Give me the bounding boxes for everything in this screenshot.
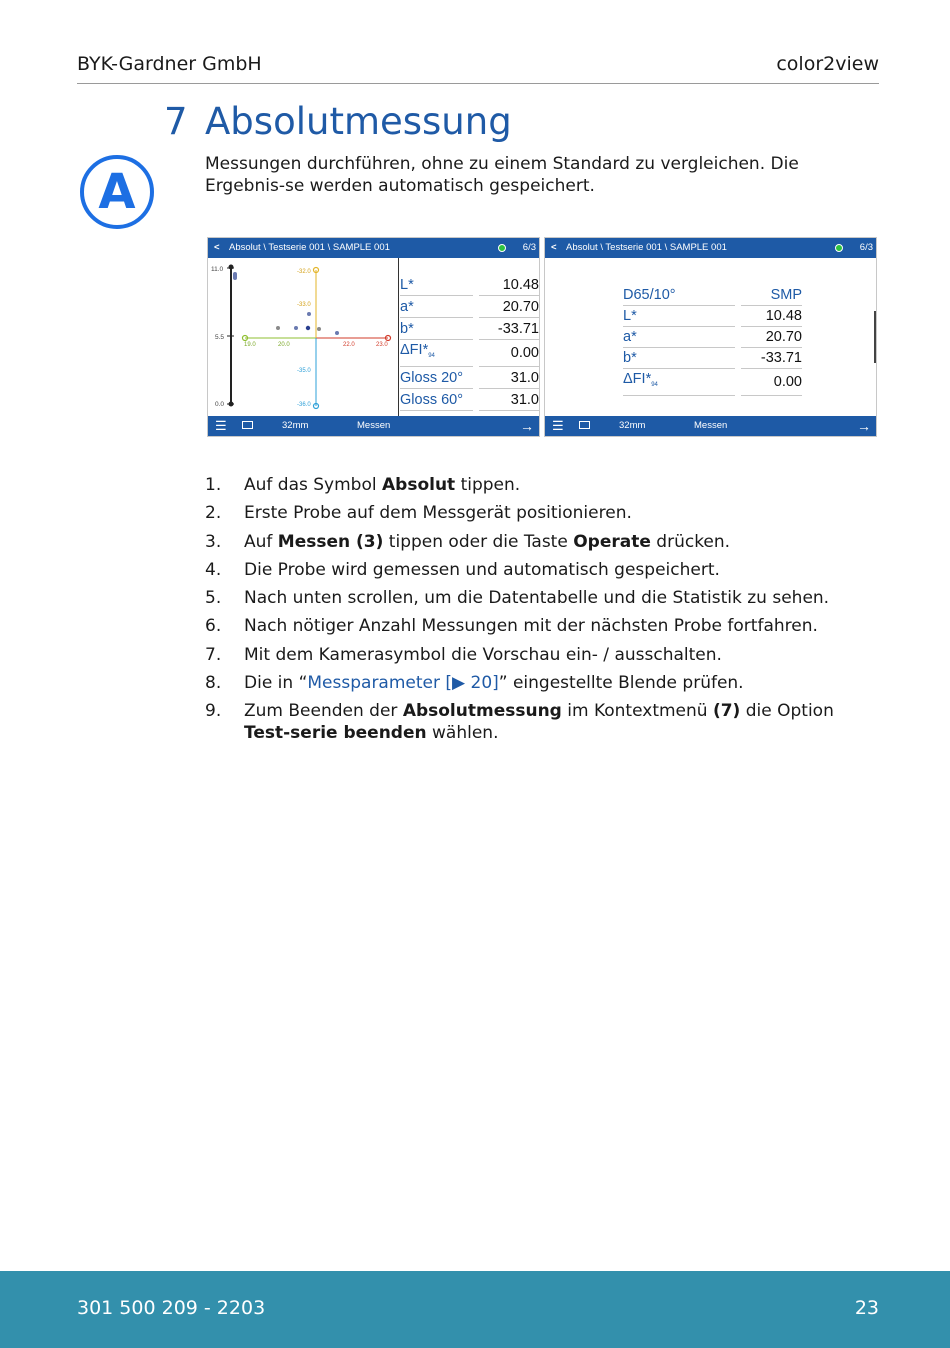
row-value: 0.00 [479,340,539,367]
menu-icon[interactable]: ☰ [215,418,227,433]
measure-button[interactable]: Messen [357,420,391,431]
l-sample-marker [233,272,237,280]
step-text: Auf [244,531,278,552]
step-emphasis: (7) [712,701,741,722]
step-item [205,644,885,666]
table-row [623,369,802,396]
step-number: 5. [205,588,222,609]
column-header-smp: SMP [741,285,802,306]
step-number: 8. [205,673,222,694]
cross-reference-link[interactable]: 20] [465,673,499,694]
instruction-steps [205,474,885,751]
row-label: Gloss 20° [400,367,473,389]
page-header-product: color2view [776,53,879,75]
l-marker [229,265,234,270]
step-text: Erste Probe auf dem Messgerät positionieren. [244,503,632,524]
step-item [205,615,885,637]
arrow-right-icon[interactable]: → [857,418,871,434]
step-number: 2. [205,503,222,524]
row-label: L* [400,274,473,296]
row-value: 20.70 [479,296,539,318]
step-item [205,531,885,553]
camera-icon[interactable] [579,421,590,429]
step-number: 6. [205,616,222,637]
row-value: 31.0 [479,367,539,389]
intro-text: Messungen durchführen, ohne zu einem Standard zu vergleichen. Die Ergebnis-se werden automatisch gespeichert. [205,154,799,196]
step-text: Nach unten scrollen, um die Datentabelle und die Statistik zu sehen. [244,588,830,609]
sample-point [306,326,310,330]
row-value: -33.71 [479,318,539,340]
row-label: b* [400,318,473,340]
device-screen-table [544,237,877,437]
results-table [623,285,802,396]
cross-reference-link[interactable]: Messparameter [ [307,673,453,694]
row-label-subscript: 94 [651,382,658,388]
row-label-subscript: 94 [428,353,435,359]
back-chevron-icon[interactable]: < [551,242,557,253]
a-tick: 22.0 [343,342,355,348]
table-row [400,389,539,411]
table-row [623,348,802,369]
arrow-right-icon[interactable]: → [520,418,534,434]
status-dot-icon [498,244,506,252]
row-value: -33.71 [741,348,802,369]
a-tick: 20.0 [278,342,290,348]
a-tick: 19.0 [244,342,256,348]
step-item [205,672,885,694]
status-dot-icon [835,244,843,252]
step-text: die Option [740,701,834,722]
step-emphasis: Messen (3) [277,531,384,552]
page-footer [0,1271,950,1348]
sample-point [307,312,311,316]
step-text: wählen. [426,723,499,744]
measurement-count: 6/3 [859,242,873,253]
table-row [623,327,802,348]
breadcrumb: Absolut \ Testserie 001 \ SAMPLE 001 [229,242,390,253]
b-tick: -32.0 [297,269,311,275]
step-number: 9. [205,701,222,722]
l-marker [229,402,234,407]
back-chevron-icon[interactable]: < [214,242,220,253]
screen-title-bar [545,238,876,258]
step-item [205,559,885,581]
row-value: 20.70 [741,327,802,348]
step-item [205,587,885,609]
aperture-label[interactable]: 32mm [619,420,646,431]
breadcrumb: Absolut \ Testserie 001 \ SAMPLE 001 [566,242,727,253]
screen-bottom-bar [208,416,539,436]
step-emphasis: Operate [573,531,651,552]
step-number: 4. [205,559,222,580]
b-tick: -36.0 [297,402,311,408]
camera-icon[interactable] [242,421,253,429]
step-number: 7. [205,644,222,665]
screen-title-bar [208,238,539,258]
step-text: tippen oder die Taste [383,531,574,552]
table-row [400,318,539,340]
step-emphasis: Absolutmessung [402,701,562,722]
sample-point [294,326,298,330]
a-tick: 23.0 [376,342,388,348]
step-text: im Kontextmenü [561,701,713,722]
row-value: 0.00 [741,369,802,396]
measurement-count: 6/3 [522,242,536,253]
device-screen-graph [207,237,540,437]
header-rule [77,83,879,84]
chapter-title: Absolutmessung [205,100,512,143]
step-text: Auf das Symbol [244,475,382,495]
chapter-heading [164,100,512,143]
scrollbar[interactable] [874,311,876,363]
xref-arrow-icon[interactable]: ▶ [452,673,466,694]
aperture-label[interactable]: 32mm [282,420,309,431]
step-emphasis: Test-serie beenden [244,723,427,744]
color-plot [208,258,398,418]
step-text: Mit dem Kamerasymbol die Vorschau ein- / ausschalten. [244,644,722,665]
step-number: 1. [205,475,222,495]
step-text: drücken. [650,531,731,552]
measure-button[interactable]: Messen [694,420,728,431]
step-item [205,502,885,524]
row-label: L* [623,306,735,327]
step-number: 3. [205,531,222,552]
table-row [623,306,802,327]
illuminant-label: D65/10° [623,285,735,306]
document-number: 301 500 209 - 2203 [77,1297,266,1319]
page-header-company: BYK-Gardner GmbH [77,53,262,75]
l-tick: 5.5 [215,334,225,341]
sample-point [276,326,280,330]
sample-point [317,327,321,331]
step-text: Zum Beenden der [244,701,403,722]
step-text: Nach nötiger Anzahl Messungen mit der nächsten Probe fortfahren. [244,616,818,637]
step-item [205,700,885,744]
row-label: a* [400,296,473,318]
panel-divider [398,258,399,418]
row-value: 31.0 [479,389,539,411]
absolute-mode-icon: A [80,155,154,229]
table-header-row [623,285,802,306]
step-text: tippen. [455,475,521,495]
step-emphasis: Absolut [382,475,456,495]
b-tick: -33.0 [297,302,311,308]
step-item [205,474,885,496]
row-label: b* [623,348,735,369]
chapter-number: 7 [164,100,188,143]
table-row [400,340,539,367]
table-row [400,274,539,296]
row-label: Gloss 60° [400,389,473,411]
l-tick: 0.0 [215,401,225,408]
screen-bottom-bar [545,416,876,436]
results-table [400,274,539,411]
step-text: ” eingestellte Blende prüfen. [498,673,744,694]
sample-point [335,331,339,335]
row-label: a* [623,327,735,348]
step-text: Die Probe wird gemessen und automatisch gespeichert. [244,559,720,580]
table-row [400,367,539,389]
page-number: 23 [854,1297,879,1319]
row-label: $\Delta FI*_{94}$ [623,369,735,396]
table-row [400,296,539,318]
b-tick: -35.0 [297,368,311,374]
step-text: Die in “ [244,673,308,694]
menu-icon[interactable]: ☰ [552,418,564,433]
row-label: $\Delta FI*_{94}$ [400,340,473,367]
row-value: 10.48 [741,306,802,327]
l-tick: 11.0 [211,266,224,273]
row-value: 10.48 [479,274,539,296]
